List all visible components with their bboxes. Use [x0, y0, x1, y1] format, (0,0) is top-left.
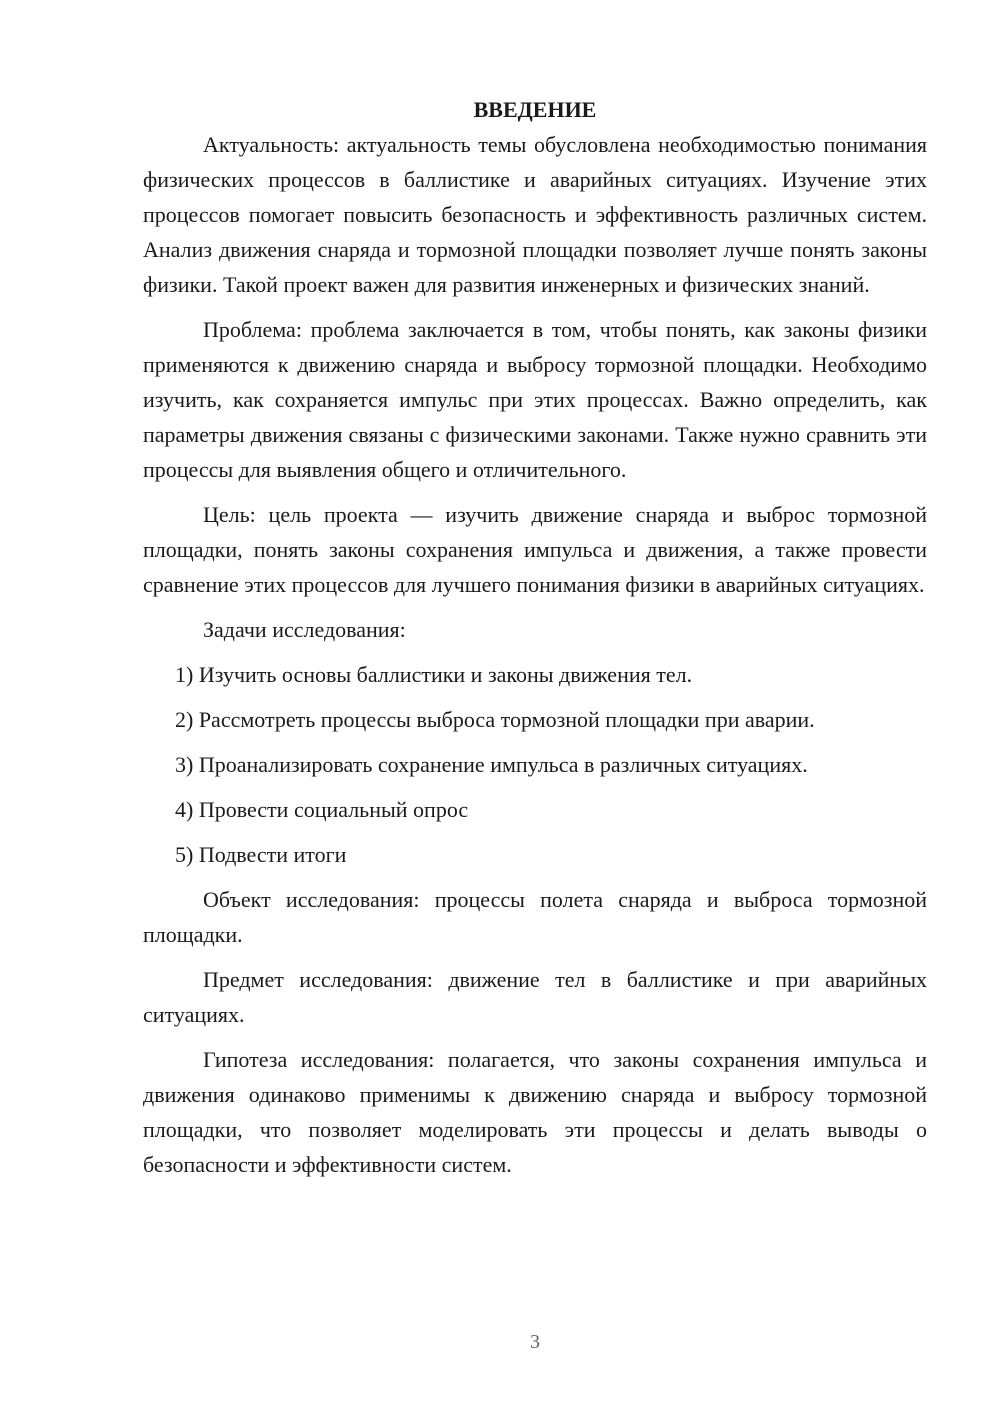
paragraph-problem: Проблема: проблема заключается в том, чтобы понять, как законы физики применяются к движению снаряда и выбросу тормозной площадки. Необходимо изучить, как сохраняется импульс при этих процессах. Важно определить, как параметры движения связаны с физическими законами. Также нужно сравнить эти процессы для выявления общего и отличительного. — [143, 317, 927, 482]
paragraph-hypothesis: Гипотеза исследования: полагается, что законы сохранения импульса и движения одинаково применимы к движению снаряда и выбросу тормозной площадки, что позволяет моделировать эти процессы и делать выводы о безопасности и эффективности систем. — [143, 1047, 927, 1177]
task-item: 1) Изучить основы баллистики и законы движения тел. — [175, 662, 693, 687]
paragraph-subject: Предмет исследования: движение тел в баллистике и при аварийных ситуациях. — [143, 967, 927, 1027]
paragraph-goal: Цель: цель проекта — изучить движение снаряда и выброс тормозной площадки, понять законы сохранения импульса и движения, а также провести сравнение этих процессов для лучшего понимания физики в аварийных ситуациях. — [143, 502, 927, 597]
task-item: 5) Подвести итоги — [175, 842, 347, 867]
section-heading: ВВЕДЕНИЕ — [473, 97, 597, 122]
task-item: 2) Рассмотреть процессы выброса тормозной площадки при аварии. — [175, 707, 815, 732]
task-item: 3) Проанализировать сохранение импульса в различных ситуациях. — [175, 752, 808, 777]
paragraph-object: Объект исследования: процессы полета снаряда и выброса тормозной площадки. — [143, 887, 927, 947]
paragraph-relevance: Актуальность: актуальность темы обусловлена необходимостью понимания физических процессов в баллистике и аварийных ситуациях. Изучение этих процессов помогает повысить безопасность и эффективность различных систем. Анализ движения снаряда и тормозной площадки позволяет лучше понять законы физики. Такой проект важен для развития инженерных и физических знаний. — [143, 132, 927, 297]
task-item: 4) Провести социальный опрос — [175, 797, 469, 822]
page-number: 3 — [530, 1331, 540, 1353]
document-page — [143, 92, 927, 1182]
paragraph-tasks-title: Задачи исследования: — [203, 617, 406, 642]
